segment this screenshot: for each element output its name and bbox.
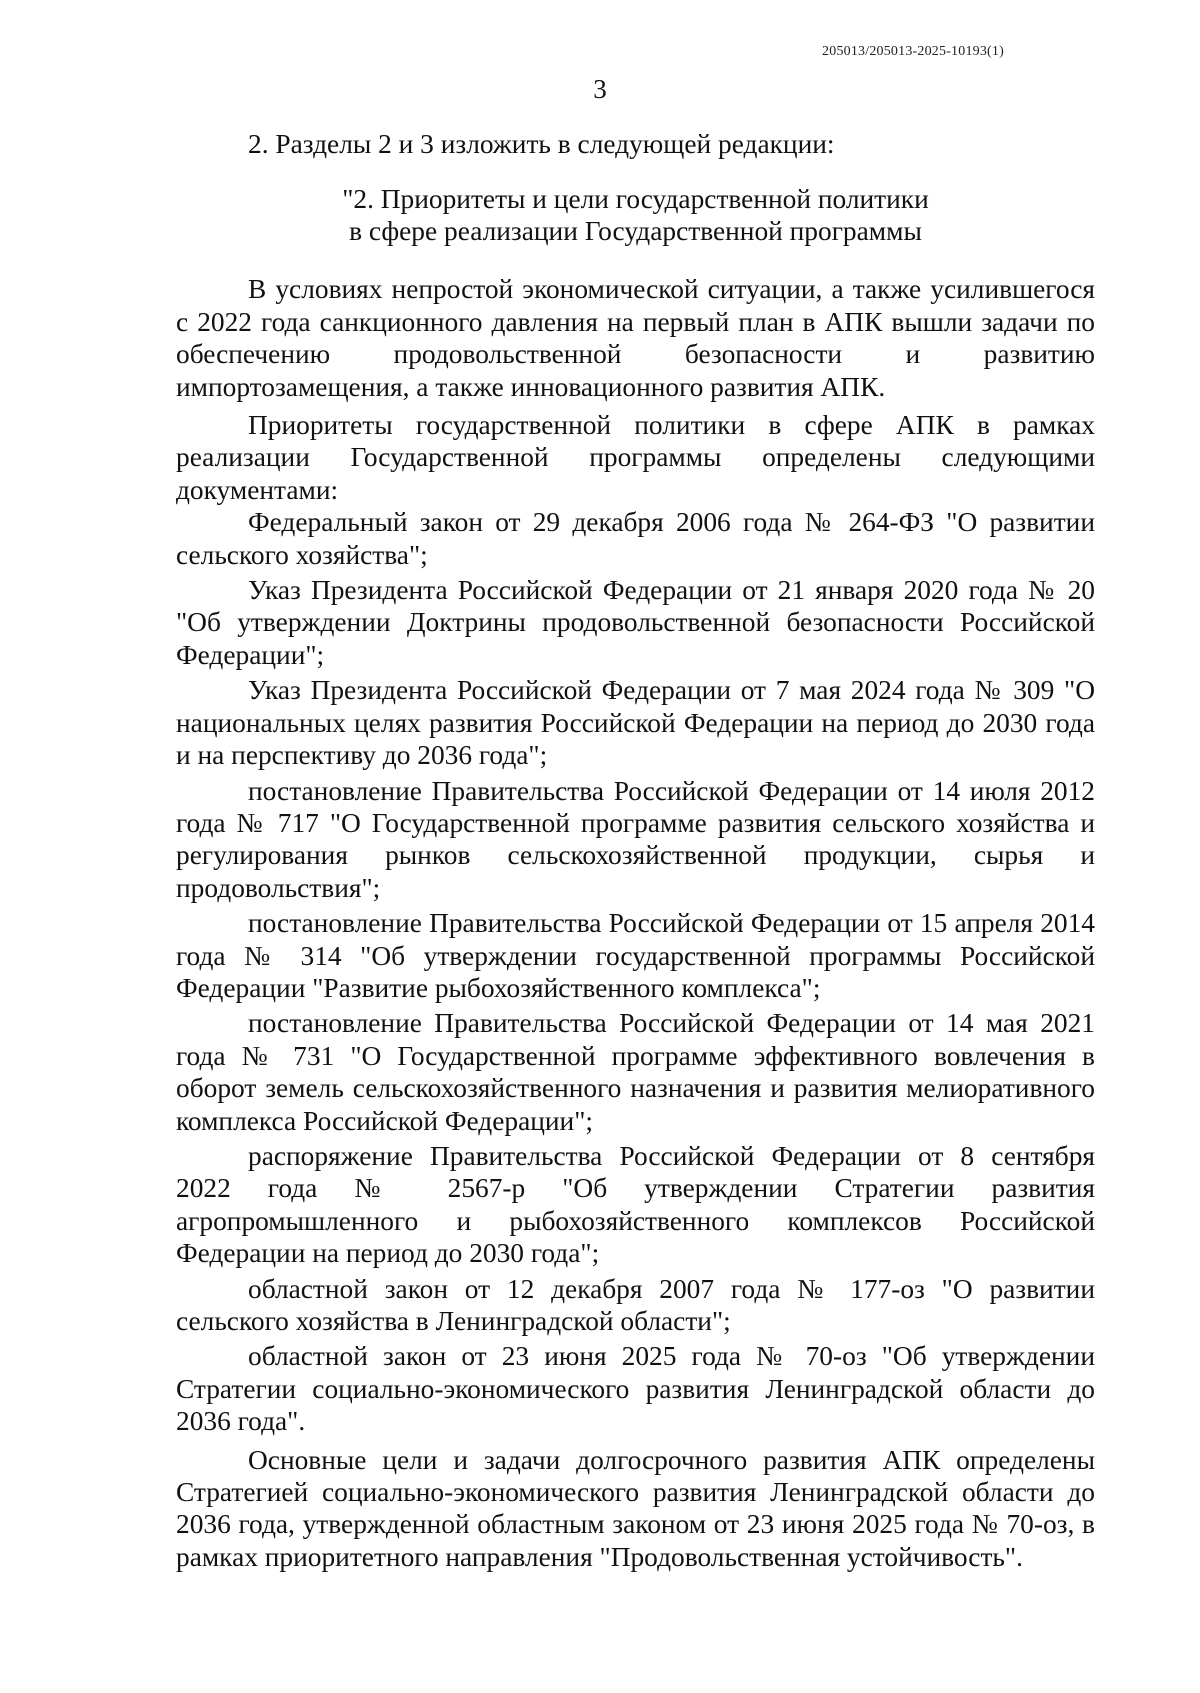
document-item: Федеральный закон от 29 декабря 2006 года № 264-ФЗ "О развитии сельского хозяйства"; [176, 507, 1095, 570]
section-heading [176, 183, 1095, 247]
document-body [176, 128, 1095, 1573]
amendment-instruction: 2. Разделы 2 и 3 изложить в следующей редакции: [248, 129, 835, 159]
context-paragraph: В условиях непростой экономической ситуации, а также усилившегося с 2022 года санкционного давления на первый план в АПК вышли задачи по обеспечению продовольственной безопасности и развитию импортозамещения, а также инновационного развития АПК. [176, 274, 1095, 402]
documents-list [176, 506, 1095, 1437]
section-heading-line-1: "2. Приоритеты и цели государственной политики [342, 184, 929, 215]
page-number: 3 [593, 74, 607, 104]
document-item: Указ Президента Российской Федерации от 21 января 2020 года № 20 "Об утверждении Доктрины продовольственной безопасности Российской Федерации"; [176, 575, 1095, 670]
document-item: Указ Президента Российской Федерации от 7 мая 2024 года № 309 "О национальных целях развития Российской Федерации на период до 2030 года и на перспективу до 2036 года"; [176, 675, 1095, 771]
document-id: 205013/205013-2025-10193(1) [822, 44, 1004, 59]
document-item: областной закон от 23 июня 2025 года № 70-оз "Об утверждении Стратегии социально-экономического развития Ленинградской области до 2036 года". [176, 1341, 1095, 1437]
document-item: распоряжение Правительства Российской Федерации от 8 сентября 2022 года № 2567-р "Об утверждении Стратегии развития агропромышленного и рыбохозяйственного комплексов Российской Федерации на период до 2030 года"; [176, 1140, 1095, 1269]
document-item: постановление Правительства Российской Федерации от 15 апреля 2014 года № 314 "Об утверждении государственной программы Российской Федерации "Развитие рыбохозяйственного комплекса"; [176, 908, 1095, 1003]
priorities-intro-paragraph: Приоритеты государственной политики в сфере АПК в рамках реализации Государственной программы определены следующими документами: [176, 410, 1095, 505]
document-item: постановление Правительства Российской Федерации от 14 июля 2012 года № 717 "О Государственной программе развития сельского хозяйства и регулирования рынков сельскохозяйственной продукции, сырья и продовольствия"; [176, 775, 1095, 903]
goals-paragraph: Основные цели и задачи долгосрочного развития АПК определены Стратегией социально-экономического развития Ленинградской области до 2036 года, утвержденной областным законом от 23 июня 2025 года № 70-оз, в рамках приоритетного направления "Продовольственная устойчивость". [176, 1444, 1095, 1572]
document-item: областной закон от 12 декабря 2007 года № 177-оз "О развитии сельского хозяйства в Ленинградской области"; [176, 1273, 1095, 1336]
section-heading-line-2: в сфере реализации Государственной программы [349, 216, 922, 247]
document-item: постановление Правительства Российской Федерации от 14 мая 2021 года № 731 "О Государственной программе эффективного вовлечения в оборот земель сельскохозяйственного назначения и развития мелиоративного комплекса Российской Федерации"; [176, 1008, 1095, 1136]
